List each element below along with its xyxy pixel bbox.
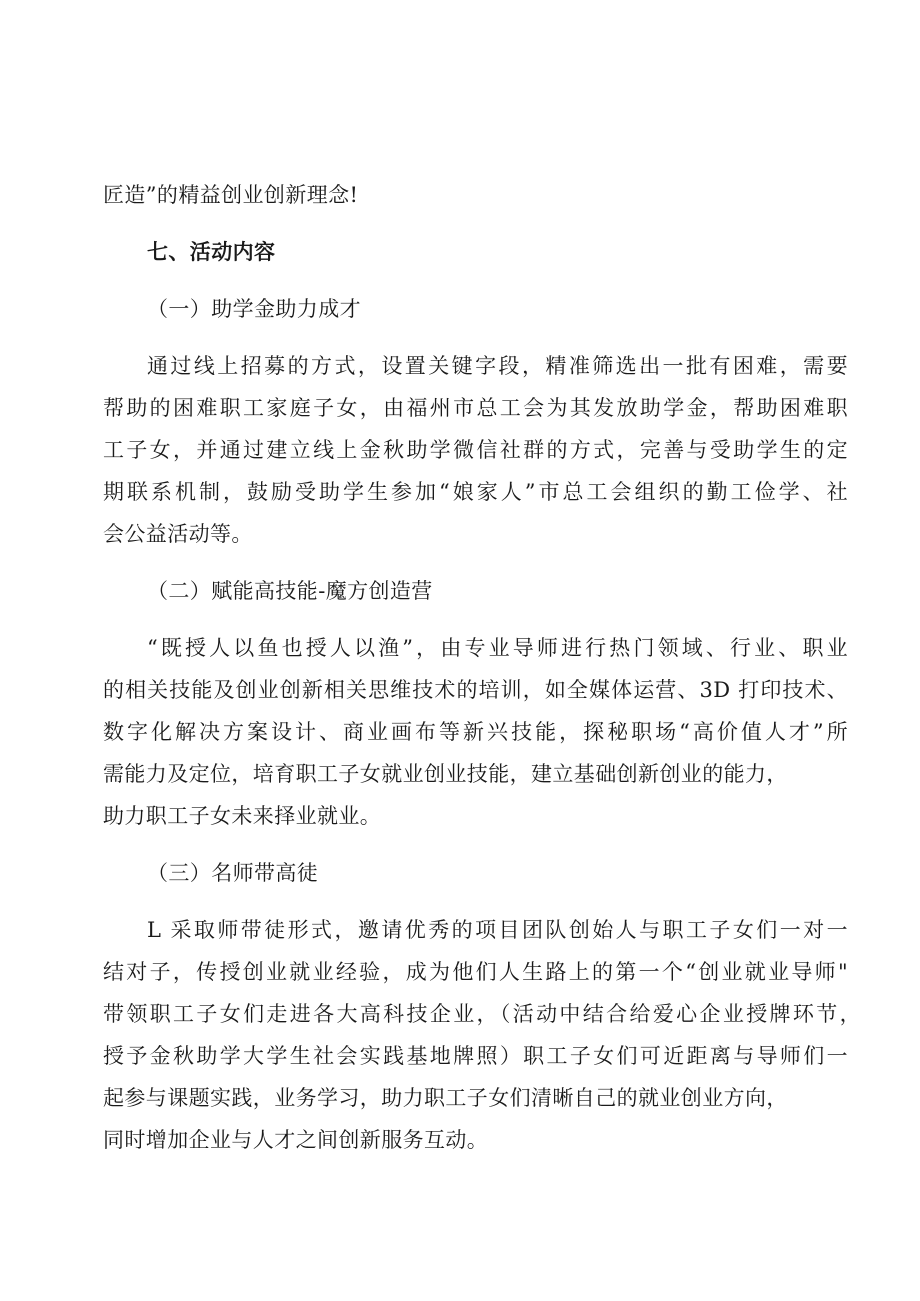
paragraph-line: L 采取师带徒形式，邀请优秀的项目团队创始人与职工子女们一对一 bbox=[147, 918, 848, 942]
paragraph-line: 起参与课题实践，业务学习，助力职工子女们清晰自己的就业创业方向， bbox=[103, 1086, 788, 1110]
subsection-heading: （一）助学金助力成才 bbox=[147, 297, 361, 321]
subsection-heading: （二）赋能高技能-魔方创造营 bbox=[147, 579, 433, 603]
paragraph-line: 需能力及定位，培育职工子女就业创业技能，建立基础创新创业的能力， bbox=[103, 762, 788, 786]
paragraph-line: 的相关技能及创业创新相关思维技术的培训，如全媒体运营、3D 打印技术、 bbox=[103, 678, 848, 702]
paragraph-line: 结对子，传授创业就业经验，成为他们人生路上的第一个“创业就业导师" bbox=[103, 960, 848, 984]
paragraph-line: 数字化解决方案设计、商业画布等新兴技能，探秘职场“高价值人才”所 bbox=[103, 720, 848, 744]
paragraph-line: 会公益活动等。 bbox=[103, 522, 253, 546]
paragraph-line: 期联系机制，鼓励受助学生参加“娘家人”市总工会组织的勤工俭学、社 bbox=[103, 480, 848, 504]
paragraph-line: 通过线上招募的方式，设置关键字段，精准筛选出一批有困难，需要 bbox=[147, 354, 848, 378]
section-heading: 七、活动内容 bbox=[147, 240, 276, 264]
paragraph-line: “既授人以鱼也授人以渔”，由专业导师进行热门领域、行业、职业 bbox=[147, 636, 848, 660]
paragraph-line: 工子女，并通过建立线上金秋助学微信社群的方式，完善与受助学生的定 bbox=[103, 438, 848, 462]
paragraph-line: 同时增加企业与人才之间创新服务互动。 bbox=[103, 1128, 489, 1152]
paragraph-line: 授予金秋助学大学生社会实践基地牌照）职工子女们可近距离与导师们一 bbox=[103, 1044, 848, 1068]
paragraph-line: 匠造”的精益创业创新理念! bbox=[103, 183, 359, 207]
paragraph-line: 帮助的困难职工家庭子女，由福州市总工会为其发放助学金，帮助困难职 bbox=[103, 396, 848, 420]
paragraph-line: 助力职工子女未来择业就业。 bbox=[103, 804, 382, 828]
paragraph-line: 带领职工子女们走进各大高科技企业，（活动中结合给爱心企业授牌环节， bbox=[103, 1002, 861, 1026]
subsection-heading: （三）名师带高徒 bbox=[147, 861, 319, 885]
